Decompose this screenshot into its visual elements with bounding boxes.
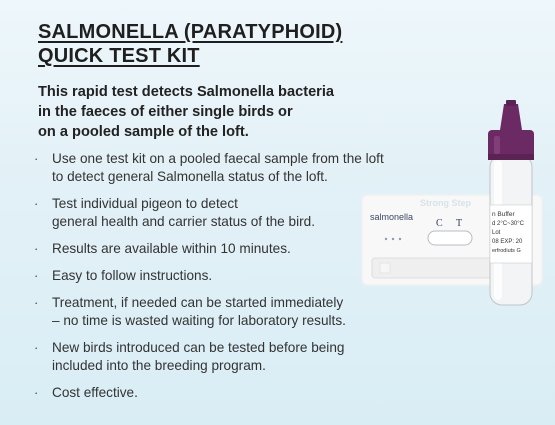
bullet-icon: · (34, 268, 39, 283)
result-window (428, 231, 472, 245)
list-item: · Test individual pigeon to detect general health and carrier status of the bird. (34, 196, 315, 229)
bullet-icon: · (34, 196, 39, 211)
intro-paragraph (38, 82, 378, 142)
list-item: · Results are available within 10 minutes. (34, 241, 291, 256)
intro-line-2: in the faeces of either single birds or (38, 104, 293, 120)
cassette-brand: Strong Step (420, 198, 471, 208)
list-item: · Cost effective. (34, 385, 138, 400)
test-mark: T (456, 218, 463, 229)
list-item: · New birds introduced can be tested before being included into the breeding program. (34, 340, 345, 373)
bullet-icon: · (34, 295, 39, 310)
vial-label-line: n Buffer (492, 211, 515, 218)
bullet-icon: · (34, 385, 39, 400)
list-item: · Easy to follow instructions. (34, 268, 213, 283)
vial-label-line: Lot (492, 230, 501, 236)
title-line-2: QUICK TEST KIT (38, 45, 200, 67)
bullet-icon: · (34, 241, 39, 256)
control-mark: C (436, 218, 443, 229)
intro-line-1: This rapid test detects Salmonella bacteria (38, 84, 335, 100)
bullet-icon: · (34, 151, 39, 166)
vial-label-line: erfrodiuts G (492, 248, 521, 254)
vial-nozzle (500, 104, 522, 130)
intro-line-3: on a pooled sample of the loft. (38, 124, 249, 140)
vial-label-line: d 2°C~30°C (492, 221, 524, 227)
cassette-label: salmonella (370, 212, 414, 222)
list-item: · Treatment, if needed can be started immediately – no time is wasted waiting for laboratory results. (34, 295, 346, 328)
list-item: · Use one test kit on a pooled faecal sample from the loft to detect general Salmonella status of the loft. (34, 151, 384, 184)
page-title (38, 20, 342, 68)
title-line-1: SALMONELLA (PARATYPHOID) (38, 21, 343, 43)
test-kit-image (350, 100, 550, 320)
bullet-icon: · (34, 340, 39, 355)
vial-label-line: 08 EXP: 20 (492, 239, 523, 245)
